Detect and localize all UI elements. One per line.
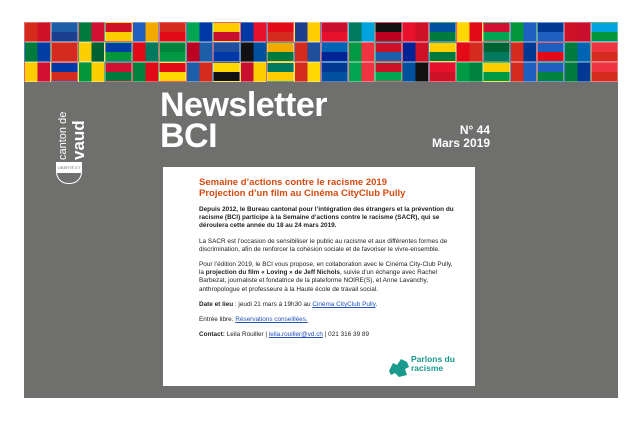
issue-date: Mars 2019 [431, 136, 490, 150]
flag-63 [537, 62, 564, 82]
flag-62 [510, 62, 537, 82]
date-text: : jeudi 21 mars à 19h30 au [233, 300, 313, 308]
badge-text [411, 355, 455, 373]
flag-47 [105, 62, 132, 82]
flag-33 [321, 42, 348, 62]
logo-big-text: vaud [69, 120, 88, 160]
flag-22 [24, 42, 51, 62]
flag-39 [483, 42, 510, 62]
flag-31 [267, 42, 294, 62]
flag-2 [78, 22, 105, 42]
flag-46 [78, 62, 105, 82]
flag-5 [159, 22, 186, 42]
flag-34 [348, 42, 375, 62]
flag-42 [564, 42, 591, 62]
para3-text-c: , suivie d’un échange avec Rachel Barbezat, journaliste et fondatrice de la plateforme NOIRE(S), et Anne Lavanchy, anthropologue et professeure à la Haute école de travail social. [199, 269, 437, 293]
date-location [199, 301, 457, 309]
vaud-map-icon [387, 355, 411, 379]
flag-54 [294, 62, 321, 82]
title-line-2: BCI [160, 117, 218, 155]
page-title [160, 86, 327, 155]
logo-small-text: canton de [57, 111, 69, 160]
flag-19 [537, 22, 564, 42]
article-heading-1: Semaine d’actions contre le racisme 2019 [199, 177, 387, 188]
flag-27 [159, 42, 186, 62]
canton-vaud-logo [52, 98, 88, 188]
flag-8 [240, 22, 267, 42]
flag-7 [213, 22, 240, 42]
flag-35 [375, 42, 402, 62]
flag-40 [510, 42, 537, 62]
date-end: . [375, 300, 378, 308]
flag-4 [132, 22, 159, 42]
flag-53 [267, 62, 294, 82]
flag-41 [537, 42, 564, 62]
contact-name: Leila Rouiller | [224, 331, 269, 339]
flag-24 [78, 42, 105, 62]
flag-36 [402, 42, 429, 62]
flag-49 [159, 62, 186, 82]
flag-58 [402, 62, 429, 82]
entry-info [199, 316, 457, 324]
flag-25 [105, 42, 132, 62]
cinema-link[interactable]: Cinéma CityClub Pully [312, 300, 376, 308]
flag-57 [375, 62, 402, 82]
flag-17 [483, 22, 510, 42]
flag-55 [321, 62, 348, 82]
date-label: Date et lieu [199, 300, 234, 308]
article-heading-2: Projection d’un film au Cinéma CityClub Pully [199, 188, 406, 199]
flag-0 [24, 22, 51, 42]
flag-50 [186, 62, 213, 82]
flag-30 [240, 42, 267, 62]
flag-26 [132, 42, 159, 62]
parlons-du-racisme-badge [387, 353, 467, 383]
flag-60 [456, 62, 483, 82]
flag-65 [591, 62, 618, 82]
flag-43 [591, 42, 618, 62]
flag-51 [213, 62, 240, 82]
article-card [163, 167, 475, 386]
flag-64 [564, 62, 591, 82]
contact-info [199, 331, 457, 339]
flag-28 [186, 42, 213, 62]
film-title: projection du film « Loving » de Jeff Nichols [205, 269, 340, 277]
flag-10 [294, 22, 321, 42]
flag-3 [105, 22, 132, 42]
shield-icon [56, 162, 82, 184]
contact-label: Contact: [199, 331, 225, 339]
flag-13 [375, 22, 402, 42]
issue-number: N° 44 [459, 123, 490, 137]
flag-23 [51, 42, 78, 62]
flag-32 [294, 42, 321, 62]
flag-9 [267, 22, 294, 42]
flag-45 [51, 62, 78, 82]
flag-6 [186, 22, 213, 42]
flag-37 [429, 42, 456, 62]
flag-48 [132, 62, 159, 82]
entry-text: Entrée libre. [199, 316, 236, 324]
article-paragraph-3 [199, 261, 457, 294]
flag-16 [456, 22, 483, 42]
flag-12 [348, 22, 375, 42]
flag-29 [213, 42, 240, 62]
article-intro: Depuis 2012, le Bureau cantonal pour l’intégration des étrangers et la prévention du racisme (BCI) participe à la Semaine d’actions contre le racisme (SACR), qui se déroulera cette année du 18 au 24 mars 2019. [199, 206, 454, 230]
article-paragraph-2: La SACR est l’occasion de sensibiliser le public au racisme et aux différentes formes de discrimination, afin de renforcer la cohésion sociale et de favoriser le vivre-ensemble. [199, 237, 448, 253]
flag-11 [321, 22, 348, 42]
flag-44 [24, 62, 51, 82]
badge-line-2: racisme [411, 363, 444, 373]
issue-info [432, 124, 490, 150]
flag-61 [483, 62, 510, 82]
flag-15 [429, 22, 456, 42]
reservations-link[interactable]: Réservations conseillées. [235, 316, 308, 324]
contact-email-link[interactable]: leila.rouiller@vd.ch [268, 331, 323, 339]
flag-1 [51, 22, 78, 42]
title-line-1: Newsletter [160, 86, 327, 124]
flag-18 [510, 22, 537, 42]
flag-21 [591, 22, 618, 42]
badge-line-1: Parlons du [411, 354, 455, 364]
flag-56 [348, 62, 375, 82]
shield-motto: LIBERTÉ ET PATRIE [57, 165, 81, 180]
flag-59 [429, 62, 456, 82]
flag-20 [564, 22, 591, 42]
flag-14 [402, 22, 429, 42]
flag-38 [456, 42, 483, 62]
para3-text-a: Pour l’édition 2019, le BCI vous propose, en collaboration avec le Cinéma City-Club Pully, la [199, 261, 453, 277]
flag-banner [24, 22, 618, 82]
contact-phone: | 021 316 39 89 [322, 331, 370, 339]
flag-52 [240, 62, 267, 82]
